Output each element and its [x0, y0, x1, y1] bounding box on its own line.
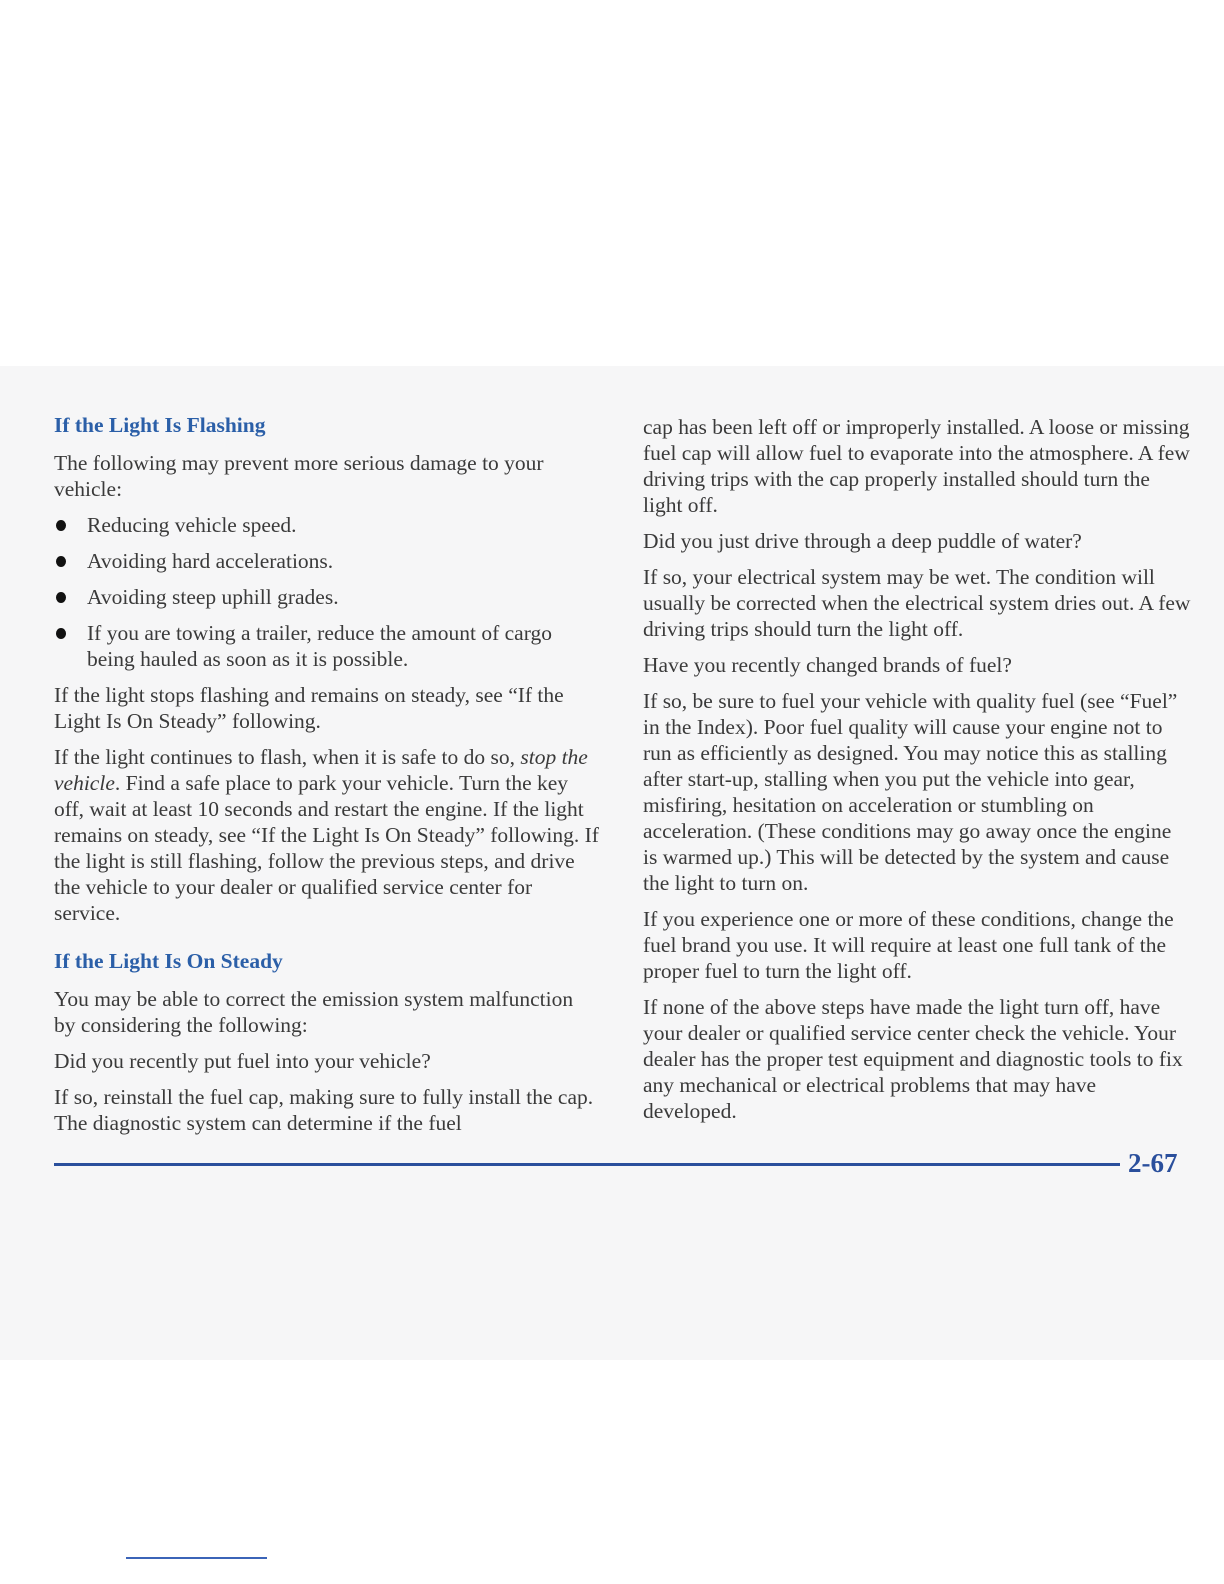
continues-text-end: . Find a safe place to park your vehicle. Turn the key off, wait at least 10 seconds and restart the engine. If the light remains on steady, see “If the Light Is On Steady” following. If the light is still flashing, follow the previous steps, and drive the vehicle to your dealer or qualified service center for service. — [54, 771, 599, 925]
paragraph-stops-flashing: If the light stops flashing and remains on steady, see “If the Light Is On Steady” following. — [54, 683, 564, 733]
bullet-icon — [56, 592, 66, 603]
stop-vehicle-emphasis: stop the vehicle — [54, 745, 588, 795]
page-number: 2-67 — [1128, 1148, 1178, 1178]
list-item — [54, 620, 599, 672]
continues-text-start: If the light continues to flash, when it is safe to do so, — [54, 745, 515, 769]
intro-paragraph: The following may prevent more serious damage to your vehicle: — [54, 451, 544, 501]
bullet-icon — [56, 628, 66, 639]
footer-rule — [54, 1163, 1120, 1166]
list-item-text: Avoiding steep uphill grades. — [87, 585, 339, 609]
paragraph-fuel-quality: If so, be sure to fuel your vehicle with quality fuel (see “Fuel” in the Index). Poor fuel quality will cause your engine not to run as efficiently as designed. You may notice this as stalling after start-up, stalling when you put the vehicle into gear, misfiring, hesitation on acceleration or stumbling on acceleration. (These conditions may go away once the engine is warmed up.) This will be detected by the system and cause the light to turn on. — [643, 689, 1178, 895]
heading-light-flashing: If the Light Is Flashing — [54, 413, 266, 437]
list-item-text: Avoiding hard accelerations. — [87, 549, 334, 573]
question-recent-fuel: Did you recently put fuel into your vehicle? — [54, 1049, 431, 1073]
list-item-text: If you are towing a trailer, reduce the amount of cargo being hauled as soon as it is possible. — [87, 621, 552, 671]
paragraph-experience-conditions: If you experience one or more of these conditions, change the fuel brand you use. It will require at least one full tank of the proper fuel to turn the light off. — [643, 907, 1174, 983]
paragraph-continues-flashing — [54, 744, 599, 926]
paragraph-electrical-wet: If so, your electrical system may be wet. The condition will usually be corrected when the electrical system dries out. A few driving trips should turn the light off. — [643, 565, 1191, 641]
right-column — [643, 414, 1191, 1134]
list-item — [54, 512, 599, 538]
left-column — [54, 412, 599, 1146]
bullet-icon — [56, 520, 66, 531]
bullet-icon — [56, 556, 66, 567]
list-item — [54, 548, 599, 574]
list-item — [54, 584, 599, 610]
question-fuel-brands: Have you recently changed brands of fuel? — [643, 653, 1012, 677]
bottom-divider — [126, 1557, 267, 1559]
list-item-text: Reducing vehicle speed. — [87, 513, 297, 537]
bullet-list — [54, 512, 599, 672]
paragraph-cap-continued: cap has been left off or improperly installed. A loose or missing fuel cap will allow fuel to evaporate into the atmosphere. A few driving trips with the cap properly installed should turn the light off. — [643, 415, 1190, 517]
paragraph-correct-malfunction: You may be able to correct the emission system malfunction by considering the following: — [54, 987, 574, 1037]
paragraph-fuel-cap: If so, reinstall the fuel cap, making sure to fully install the cap. The diagnostic system can determine if the fuel — [54, 1085, 594, 1135]
heading-light-steady: If the Light Is On Steady — [54, 949, 283, 973]
paragraph-none-worked: If none of the above steps have made the light turn off, have your dealer or qualified service center check the vehicle. Your dealer has the proper test equipment and diagnostic tools to fix any mechanical or electrical problems that may have developed. — [643, 995, 1183, 1123]
question-deep-puddle: Did you just drive through a deep puddle of water? — [643, 529, 1082, 553]
